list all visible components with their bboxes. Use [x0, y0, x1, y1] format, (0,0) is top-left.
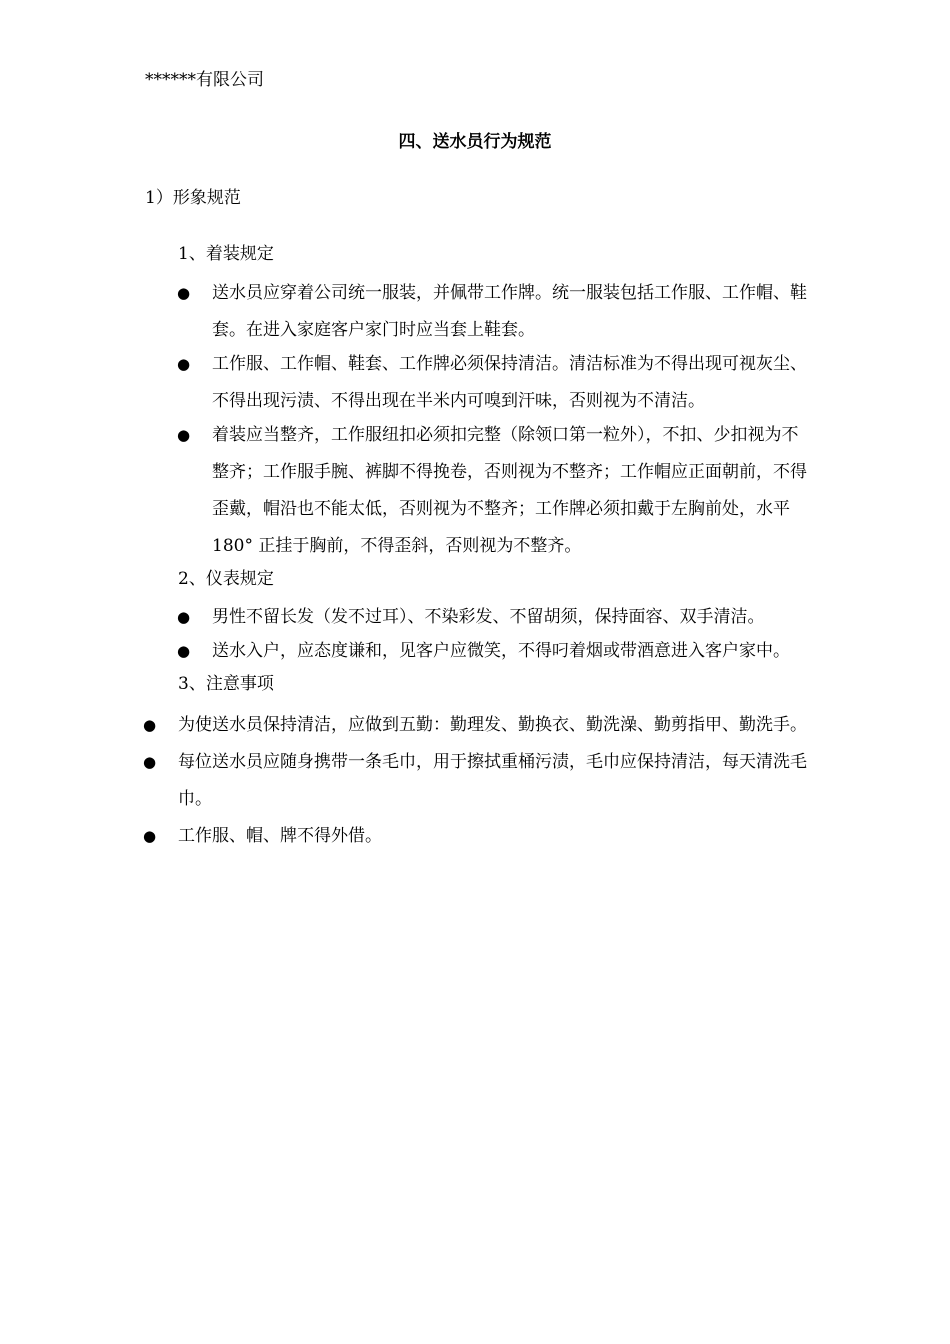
list-item — [177, 599, 812, 636]
bullet-icon: ● — [177, 642, 191, 660]
company-header: ******有限公司 — [145, 70, 264, 90]
bullet-icon: ● — [143, 716, 157, 734]
list-item-text: 送水入户，应态度谦和，见客户应微笑，不得叼着烟或带酒意进入客户家中。 — [212, 641, 790, 661]
list-item-text: 工作服、工作帽、鞋套、工作牌必须保持清洁。清洁标准为不得出现可视灰尘、不得出现污渍、不得出现在半米内可嗅到汗味，否则视为不清洁。 — [212, 354, 807, 411]
list-item-text: 着装应当整齐，工作服纽扣必须扣完整（除领口第一粒外），不扣、少扣视为不整齐；工作服手腕、裤脚不得挽卷，否则视为不整齐；工作帽应正面朝前，不得歪戴，帽沿也不能太低，否则视为不整齐；工作牌必须扣戴于左胸前处，水平180° 正挂于胸前，不得歪斜，否则视为不整齐。 — [212, 425, 807, 556]
bullet-icon: ● — [177, 355, 191, 373]
list-item-text: 工作服、帽、牌不得外借。 — [178, 826, 382, 846]
list-item — [177, 417, 812, 565]
subsection-heading: 1、着装规定 — [178, 244, 274, 264]
bullet-icon: ● — [177, 284, 191, 302]
bullet-icon: ● — [177, 608, 191, 626]
bullet-icon: ● — [143, 827, 157, 845]
list-item — [177, 346, 812, 420]
list-item-text: 男性不留长发（发不过耳）、不染彩发、不留胡须，保持面容、双手清洁。 — [212, 607, 765, 627]
document-body — [0, 240, 950, 855]
bullet-icon: ● — [177, 426, 191, 444]
page-title: 四、送水员行为规范 — [398, 132, 552, 152]
list-item — [177, 633, 812, 670]
list-item — [143, 818, 823, 855]
bullet-icon: ● — [143, 753, 157, 771]
subsection-heading: 3、注意事项 — [178, 674, 274, 694]
list-item-text: 送水员应穿着公司统一服装，并佩带工作牌。统一服装包括工作服、工作帽、鞋套。在进入家庭客户家门时应当套上鞋套。 — [212, 283, 807, 340]
list-item-text: 为使送水员保持清洁，应做到五勤：勤理发、勤换衣、勤洗澡、勤剪指甲、勤洗手。 — [178, 715, 807, 735]
section-heading: 1）形象规范 — [145, 188, 241, 208]
list-item-text: 每位送水员应随身携带一条毛巾，用于擦拭重桶污渍，毛巾应保持清洁，每天清洗毛巾。 — [178, 752, 807, 809]
list-item — [177, 275, 812, 349]
list-item — [143, 707, 823, 744]
subsection-heading: 2、仪表规定 — [178, 569, 274, 589]
list-item — [143, 744, 823, 818]
